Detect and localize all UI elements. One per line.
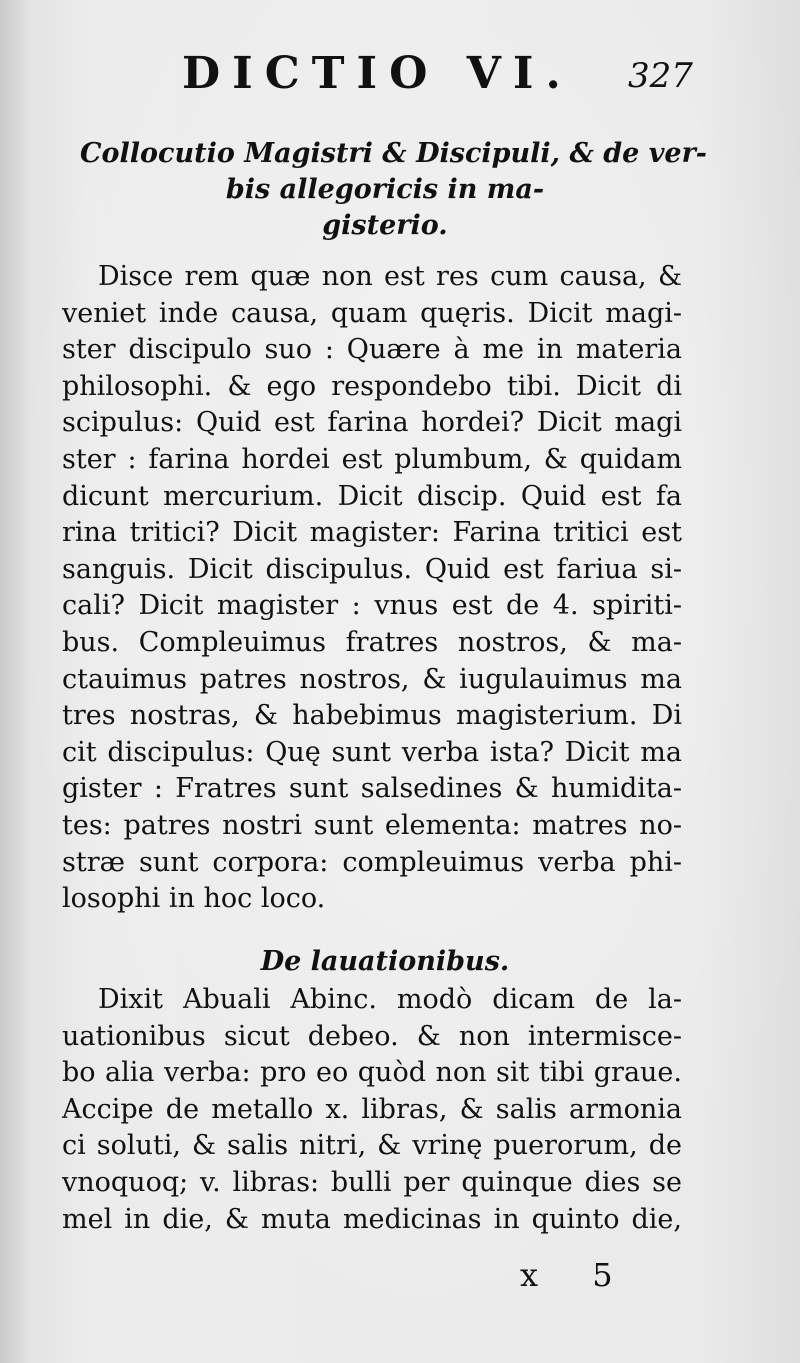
text-line: ster discipulo suo : Quære à me in materia xyxy=(62,334,682,366)
text-line: ci soluti, & salis nitri, & vrinę puerorum, de xyxy=(62,1130,682,1162)
text-line: losophi in hoc loco. xyxy=(62,883,326,915)
text-line: Disce rem quæ non est res cum causa, & xyxy=(98,261,682,292)
text-line: ster : farina hordei est plumbum, & quidam xyxy=(62,443,682,475)
text-line: gister : Fratres sunt salsedines & humidita- xyxy=(62,773,682,805)
heading-line: gisterio. xyxy=(322,210,448,241)
text-line: vnoquoq; v. libras: bulli per quinque dies se xyxy=(62,1166,682,1198)
text-line: dicunt mercurium. Dicit discip. Quid est fa xyxy=(62,480,682,512)
text-line: cit discipulus: Quę sunt verba ista? Dicit ma xyxy=(62,736,682,768)
text-line: bus. Compleuimus fratres nostros, & ma- xyxy=(62,626,682,658)
text-line: Dixit Abuali Abinc. modò dicam de la- xyxy=(98,984,682,1015)
text-line: scipulus: Quid est farina hordei? Dicit magi xyxy=(62,407,682,439)
page-number: 327 xyxy=(628,56,693,96)
text-line: cali? Dicit magister : vnus est de 4. spiriti- xyxy=(62,590,682,622)
text-line: stræ sunt corpora: compleuimus verba phi- xyxy=(62,846,682,878)
running-head xyxy=(0,48,800,108)
signature-mark: x 5 xyxy=(520,1256,635,1294)
text-line: tes: patres nostri sunt elementa: matres no- xyxy=(62,809,682,841)
text-line: Accipe de metallo x. libras, & salis armonia xyxy=(62,1093,682,1125)
text-line: veniet inde causa, quam quęris. Dicit magi- xyxy=(62,297,682,329)
section-heading-lauationibus xyxy=(80,944,690,980)
section1-body xyxy=(62,259,682,918)
text-line: sanguis. Dicit discipulus. Quid est fariua si- xyxy=(62,553,682,585)
text-line: uationibus sicut debeo. & non intermisce- xyxy=(62,1020,682,1052)
heading-line: Collocutio Magistri & Discipuli, & de ver- xyxy=(80,138,707,169)
text-line: philosophi. & ego respondebo tibi. Dicit di xyxy=(62,370,682,402)
text-line: ctauimus patres nostros, & iugulauimus ma xyxy=(62,663,682,695)
section2-body xyxy=(62,982,682,1238)
text-line: rina tritici? Dicit magister: Farina tritici est xyxy=(62,517,682,549)
running-head-title: DICTIO VI. xyxy=(182,48,573,99)
text-line: bo alia verba: pro eo quòd non sit tibi graue. xyxy=(62,1057,682,1089)
section-heading-collocutio xyxy=(80,136,707,244)
text-line: tres nostras, & habebimus magisterium. Di xyxy=(62,700,682,732)
heading-line: De lauationibus. xyxy=(260,946,510,977)
heading-line: bis allegoricis in ma- xyxy=(225,174,545,205)
text-line: mel in die, & muta medicinas in quinto die, xyxy=(62,1203,682,1235)
